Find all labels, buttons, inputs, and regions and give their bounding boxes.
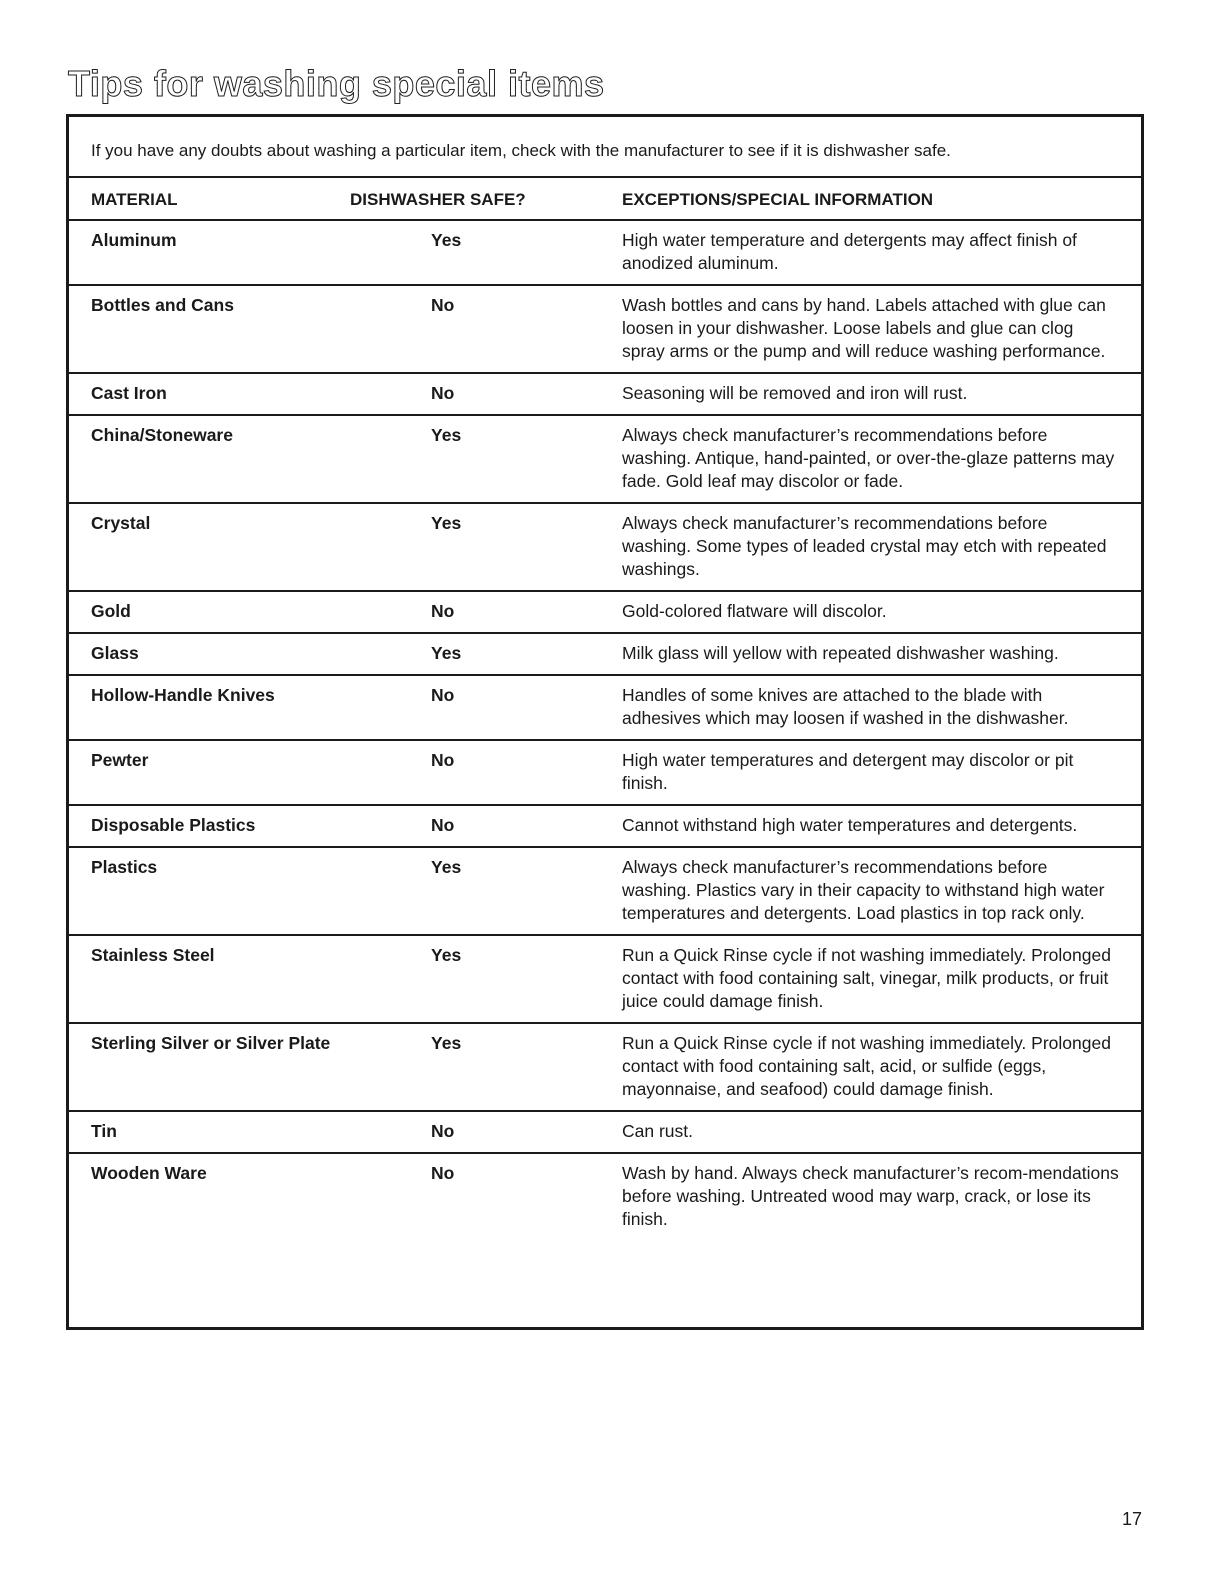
dishwasher-safe-cell: Yes bbox=[347, 220, 622, 285]
intro-text: If you have any doubts about washing a particular item, check with the manufacturer to see if it is dishwasher safe. bbox=[91, 141, 951, 160]
dishwasher-safe-cell: No bbox=[347, 1111, 622, 1153]
exceptions-cell: Gold-colored flatware will discolor. bbox=[622, 591, 1141, 633]
header-material: MATERIAL bbox=[69, 177, 347, 220]
exceptions-cell: Wash by hand. Always check manufacturer’s recom-mendations before washing. Untreated wood may warp, crack, or lose its finish. bbox=[622, 1153, 1141, 1240]
table-row bbox=[69, 847, 1141, 935]
page-number: 17 bbox=[1122, 1509, 1143, 1529]
exceptions-cell: Always check manufacturer’s recommendations before washing. Some types of leaded crystal may etch with repeated washings. bbox=[622, 503, 1141, 591]
material-cell: Hollow-Handle Knives bbox=[69, 675, 347, 740]
dishwasher-safe-cell: Yes bbox=[347, 415, 622, 503]
table-row bbox=[69, 1023, 1141, 1111]
exceptions-cell: Always check manufacturer’s recommendations before washing. Plastics vary in their capacity to withstand high water temperatures and detergents. Load plastics in top rack only. bbox=[622, 847, 1141, 935]
table-row bbox=[69, 1153, 1141, 1240]
material-cell: Cast Iron bbox=[69, 373, 347, 415]
dishwasher-safe-cell: No bbox=[347, 675, 622, 740]
material-cell: Aluminum bbox=[69, 220, 347, 285]
table-row bbox=[69, 935, 1141, 1023]
table-row bbox=[69, 220, 1141, 285]
header-exceptions: EXCEPTIONS/SPECIAL INFORMATION bbox=[622, 177, 1141, 220]
material-cell: Gold bbox=[69, 591, 347, 633]
exceptions-cell: Can rust. bbox=[622, 1111, 1141, 1153]
table-row bbox=[69, 633, 1141, 675]
tips-table bbox=[69, 176, 1141, 1240]
table-header-row bbox=[69, 177, 1141, 220]
table-row bbox=[69, 503, 1141, 591]
material-cell: Plastics bbox=[69, 847, 347, 935]
table-row bbox=[69, 591, 1141, 633]
exceptions-cell: High water temperatures and detergent may discolor or pit finish. bbox=[622, 740, 1141, 805]
dishwasher-safe-cell: Yes bbox=[347, 847, 622, 935]
material-cell: Stainless Steel bbox=[69, 935, 347, 1023]
material-cell: Disposable Plastics bbox=[69, 805, 347, 847]
table-row bbox=[69, 740, 1141, 805]
dishwasher-safe-cell: No bbox=[347, 740, 622, 805]
exceptions-cell: Run a Quick Rinse cycle if not washing immediately. Prolonged contact with food containing salt, acid, or sulfide (eggs, mayonnaise, and seafood) could damage finish. bbox=[622, 1023, 1141, 1111]
dishwasher-safe-cell: No bbox=[347, 1153, 622, 1240]
exceptions-cell: Milk glass will yellow with repeated dishwasher washing. bbox=[622, 633, 1141, 675]
exceptions-cell: High water temperature and detergents may affect finish of anodized aluminum. bbox=[622, 220, 1141, 285]
dishwasher-safe-cell: No bbox=[347, 805, 622, 847]
table-row bbox=[69, 675, 1141, 740]
material-cell: Tin bbox=[69, 1111, 347, 1153]
material-cell: Sterling Silver or Silver Plate bbox=[69, 1023, 347, 1111]
dishwasher-safe-cell: Yes bbox=[347, 633, 622, 675]
table-row bbox=[69, 1111, 1141, 1153]
table-body bbox=[69, 220, 1141, 1240]
material-cell: Pewter bbox=[69, 740, 347, 805]
tips-table-frame bbox=[66, 114, 1144, 1330]
exceptions-cell: Run a Quick Rinse cycle if not washing immediately. Prolonged contact with food containing salt, vinegar, milk products, or fruit juice could damage finish. bbox=[622, 935, 1141, 1023]
table-row bbox=[69, 805, 1141, 847]
header-dishwasher-safe: DISHWASHER SAFE? bbox=[347, 177, 622, 220]
table-row bbox=[69, 415, 1141, 503]
dishwasher-safe-cell: Yes bbox=[347, 503, 622, 591]
material-cell: China/Stoneware bbox=[69, 415, 347, 503]
dishwasher-safe-cell: No bbox=[347, 285, 622, 373]
exceptions-cell: Seasoning will be removed and iron will rust. bbox=[622, 373, 1141, 415]
material-cell: Wooden Ware bbox=[69, 1153, 347, 1240]
exceptions-cell: Always check manufacturer’s recommendations before washing. Antique, hand-painted, or over-the-glaze patterns may fade. Gold leaf may discolor or fade. bbox=[622, 415, 1141, 503]
material-cell: Crystal bbox=[69, 503, 347, 591]
exceptions-cell: Cannot withstand high water temperatures and detergents. bbox=[622, 805, 1141, 847]
material-cell: Glass bbox=[69, 633, 347, 675]
table-row bbox=[69, 373, 1141, 415]
exceptions-cell: Handles of some knives are attached to the blade with adhesives which may loosen if washed in the dishwasher. bbox=[622, 675, 1141, 740]
dishwasher-safe-cell: Yes bbox=[347, 1023, 622, 1111]
dishwasher-safe-cell: No bbox=[347, 373, 622, 415]
table-row bbox=[69, 285, 1141, 373]
exceptions-cell: Wash bottles and cans by hand. Labels attached with glue can loosen in your dishwasher. Loose labels and glue can clog spray arms or the pump and will reduce washing performance. bbox=[622, 285, 1141, 373]
page-title: Tips for washing special items bbox=[68, 63, 605, 104]
dishwasher-safe-cell: No bbox=[347, 591, 622, 633]
dishwasher-safe-cell: Yes bbox=[347, 935, 622, 1023]
material-cell: Bottles and Cans bbox=[69, 285, 347, 373]
